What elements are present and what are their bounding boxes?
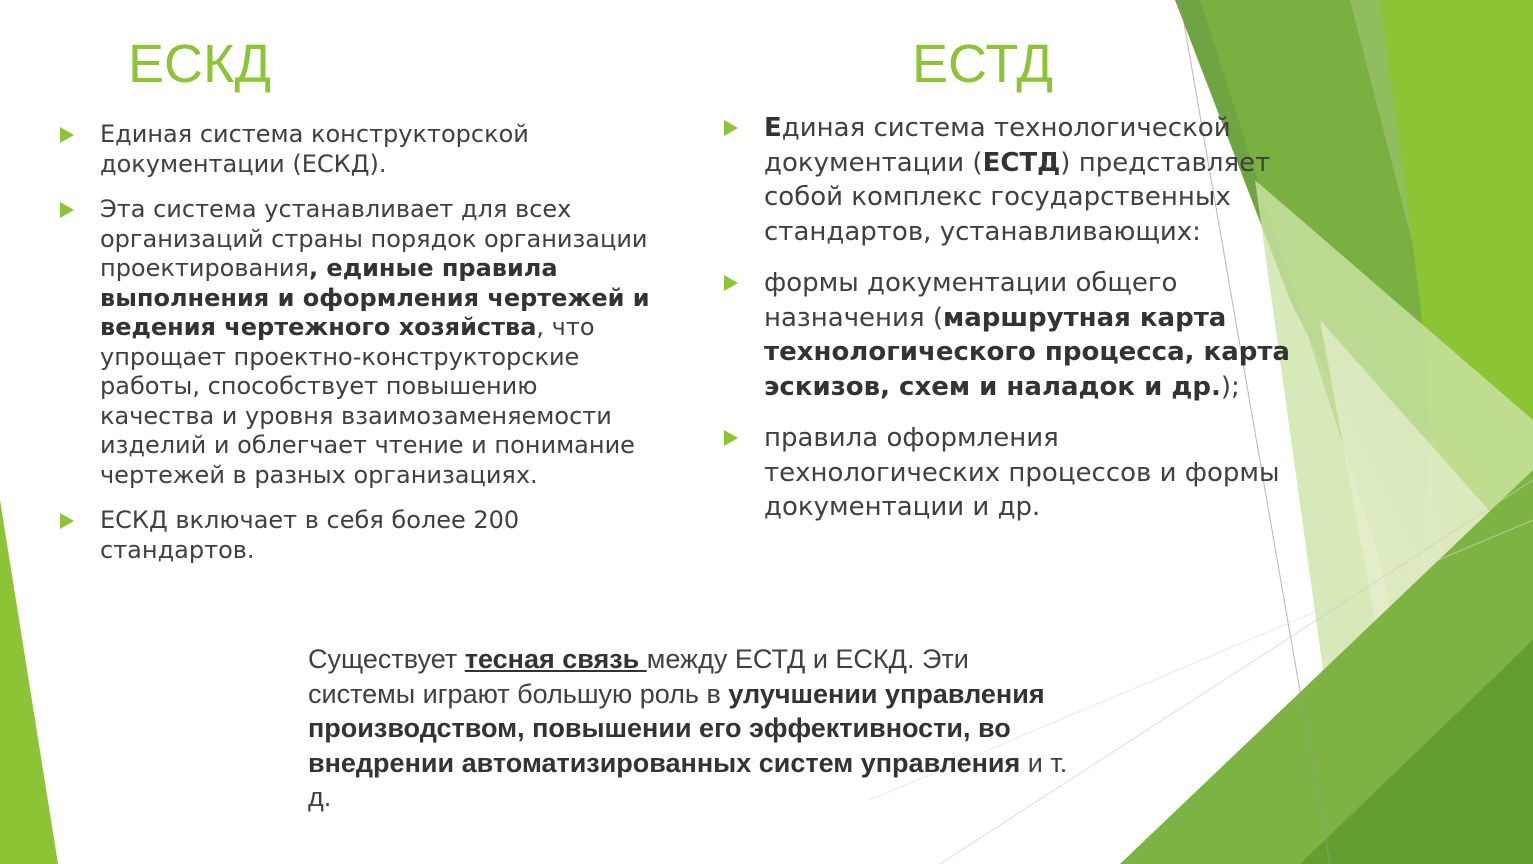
left-column: [58, 120, 658, 581]
bullet-text: Единая система конструкторской документации (ЕСКД).: [100, 120, 529, 178]
summary-after: и т. д.: [308, 747, 1068, 812]
bullet-bold-text: маршрутная карта технологического процесса, карта эскизов, схем и наладок и др.: [764, 302, 1290, 402]
summary-before: Существует: [308, 644, 465, 674]
left-bullet-list: [58, 120, 658, 565]
bullet-bold-text: , единые правила выполнения и оформления чертежей и ведения чертежного хозяйства: [100, 254, 650, 341]
summary-link-text: тесная связь: [464, 644, 647, 674]
bullet-item: [58, 506, 658, 565]
bullet-text: , что упрощает проектно-конструкторские работы, способствует повышению качества и уровня взаимозаменяемости изделий и облегчает чтение и понимание чертежей в разных организациях.: [100, 313, 635, 489]
bullet-arrow-icon: [60, 513, 74, 529]
bullet-item: [722, 421, 1292, 525]
summary-paragraph: [308, 642, 1068, 815]
left-title: ЕСКД: [128, 34, 272, 94]
bullet-text: правила оформления технологических процессов и формы документации и др.: [764, 423, 1280, 522]
summary-bold: улучшении управления производством, повышении его эффективности, во внедрении автоматизированных систем управления: [308, 678, 1045, 778]
bullet-text: ЕСКД включает в себя более 200 стандартов.: [100, 506, 520, 564]
summary-middle: между ЕСТД и ЕСКД. Эти системы играют большую роль в: [308, 644, 969, 709]
bullet-item: [722, 266, 1292, 404]
right-column: [722, 111, 1292, 542]
left-green-sliver: [0, 500, 58, 864]
bullet-item: [58, 120, 658, 179]
bullet-text: );: [1220, 371, 1240, 402]
bullet-text: диная система технологической документации (: [764, 113, 1231, 178]
bullet-arrow-icon: [60, 202, 74, 218]
bullet-item: [58, 195, 658, 490]
bullet-arrow-icon: [60, 127, 74, 143]
bullet-bold-text: Е: [764, 113, 782, 143]
bullet-text: ) представляет собой комплекс государственных стандартов, устанавливающих:: [764, 147, 1271, 247]
bullet-text: Эта система устанавливает для всех организаций страны порядок организации проектирования: [100, 195, 648, 282]
right-title: ЕСТД: [912, 34, 1053, 94]
right-bullet-list: [722, 111, 1292, 525]
bullet-bold-text: ЕСТД: [982, 147, 1061, 178]
bullet-item: [722, 111, 1292, 249]
bullet-text: формы документации общего назначения (: [764, 268, 1178, 333]
bullet-arrow-icon: [724, 430, 738, 446]
bullet-arrow-icon: [724, 275, 738, 291]
bullet-arrow-icon: [724, 120, 738, 136]
